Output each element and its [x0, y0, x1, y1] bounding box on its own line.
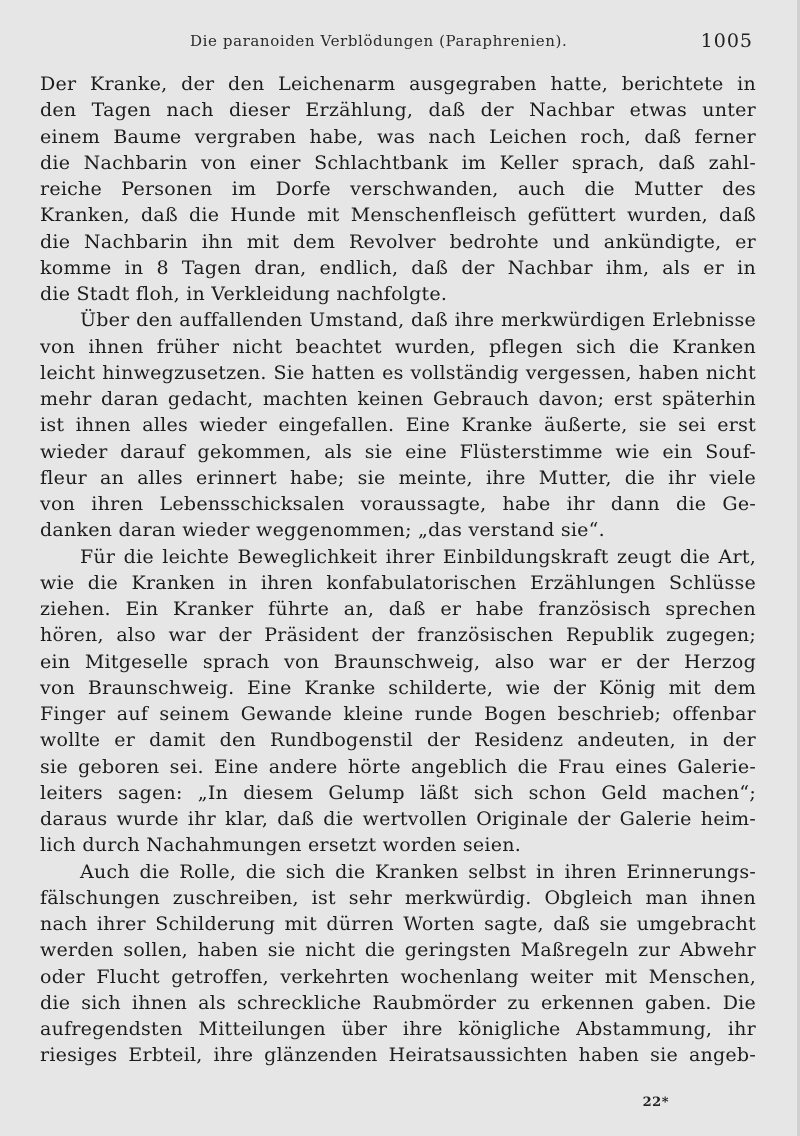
text-line: Für die leichte Beweglichkeit ihrer Einbildungskraft zeugt die Art,: [80, 545, 756, 568]
text-line: sie geboren sei. Eine andere hörte angeblich die Frau eines Galerie-: [40, 755, 756, 778]
signature-mark: 22*: [642, 1095, 669, 1110]
text-line: die sich ihnen als schreckliche Raubmörder zu erkennen gaben. Die: [40, 991, 756, 1014]
text-line: ist ihnen alles wieder eingefallen. Eine Kranke äußerte, sie sei erst: [40, 414, 756, 437]
text-line: Kranken, daß die Hunde mit Menschenfleisch gefüttert wurden, daß: [40, 204, 756, 227]
text-line: leiters sagen: „In diesem Gelump läßt sich schon Geld machen“;: [40, 781, 756, 804]
text-line: aufregendsten Mitteilungen über ihre königliche Abstammung, ihr: [40, 1018, 756, 1040]
text-line: danken daran wieder weggenommen; „das verstand sie“.: [40, 519, 605, 542]
text-line: lich durch Nachahmungen ersetzt worden seien.: [40, 834, 521, 857]
paragraph: [40, 859, 756, 1069]
text-line: riesiges Erbteil, ihre glänzenden Heiratsaussichten haben sie angeb-: [40, 1044, 756, 1067]
text-line: die Nachbarin von einer Schlachtbank im Keller sprach, daß zahl-: [40, 151, 756, 174]
paragraph: [40, 71, 756, 307]
text-line: den Tagen nach dieser Erzählung, daß der Nachbar etwas unter: [40, 99, 756, 122]
body-text: [40, 71, 756, 1069]
text-line: die Stadt floh, in Verkleidung nachfolgte.: [40, 283, 448, 305]
text-line: einem Baume vergraben habe, was nach Leichen roch, daß ferner: [40, 125, 756, 148]
text-line: daraus wurde ihr klar, daß die wertvollen Originale der Galerie heim-: [40, 808, 756, 830]
text-line: ziehen. Ein Kranker führte an, daß er habe französisch sprechen: [40, 598, 756, 620]
text-line: wollte er damit den Rundbogenstil der Residenz andeuten, in der: [40, 729, 756, 752]
running-head: [40, 26, 753, 56]
text-line: Der Kranke, der den Leichenarm ausgegraben hatte, berichtete in: [40, 73, 756, 95]
text-line: fälschungen zuschreiben, ist sehr merkwürdig. Obgleich man ihnen: [40, 886, 756, 909]
text-line: Finger auf seinem Gewande kleine runde Bogen beschrieb; offenbar: [40, 703, 756, 725]
text-line: nach ihrer Schilderung mit dürren Worten sagte, daß sie umgebracht: [40, 913, 756, 935]
text-line: mehr daran gedacht, machten keinen Gebrauch davon; erst späterhin: [40, 388, 756, 410]
text-line: die Nachbarin ihn mit dem Revolver bedrohte und ankündigte, er: [40, 230, 756, 253]
text-line: wie die Kranken in ihren konfabulatorischen Erzählungen Schlüsse: [40, 571, 756, 594]
text-line: komme in 8 Tagen dran, endlich, daß der Nachbar ihm, als er in: [40, 256, 756, 279]
paragraph: [40, 307, 756, 543]
text-line: Auch die Rolle, die sich die Kranken selbst in ihren Erinnerungs-: [80, 860, 756, 883]
text-line: ein Mitgeselle sprach von Braunschweig, also war er der Herzog: [40, 650, 756, 673]
running-title: Die paranoiden Verblödungen (Paraphrenien).: [190, 32, 568, 50]
text-line: wieder darauf gekommen, als sie eine Flüsterstimme wie ein Souf-: [40, 440, 756, 463]
text-line: fleur an alles erinnert habe; sie meinte, ihre Mutter, die ihr viele: [40, 466, 756, 489]
text-line: oder Flucht getroffen, verkehrten wochenlang weiter mit Menschen,: [40, 965, 756, 988]
text-line: Über den auffallenden Umstand, daß ihre merkwürdigen Erlebnisse: [80, 309, 756, 332]
paragraph: [40, 544, 756, 859]
text-line: werden sollen, haben sie nicht die geringsten Maßregeln zur Abwehr: [40, 939, 756, 962]
page-number: 1005: [700, 30, 753, 52]
text-line: von ihren Lebensschicksalen voraussagte, habe ihr dann die Ge-: [40, 493, 756, 515]
text-line: von Braunschweig. Eine Kranke schilderte, wie der König mit dem: [40, 676, 756, 699]
text-line: reiche Personen im Dorfe verschwanden, auch die Mutter des: [40, 178, 756, 200]
text-line: von ihnen früher nicht beachtet wurden, pflegen sich die Kranken: [40, 335, 756, 358]
text-line: leicht hinwegzusetzen. Sie hatten es vollständig vergessen, haben nicht: [40, 361, 756, 384]
text-line: hören, also war der Präsident der französischen Republik zugegen;: [40, 624, 756, 647]
